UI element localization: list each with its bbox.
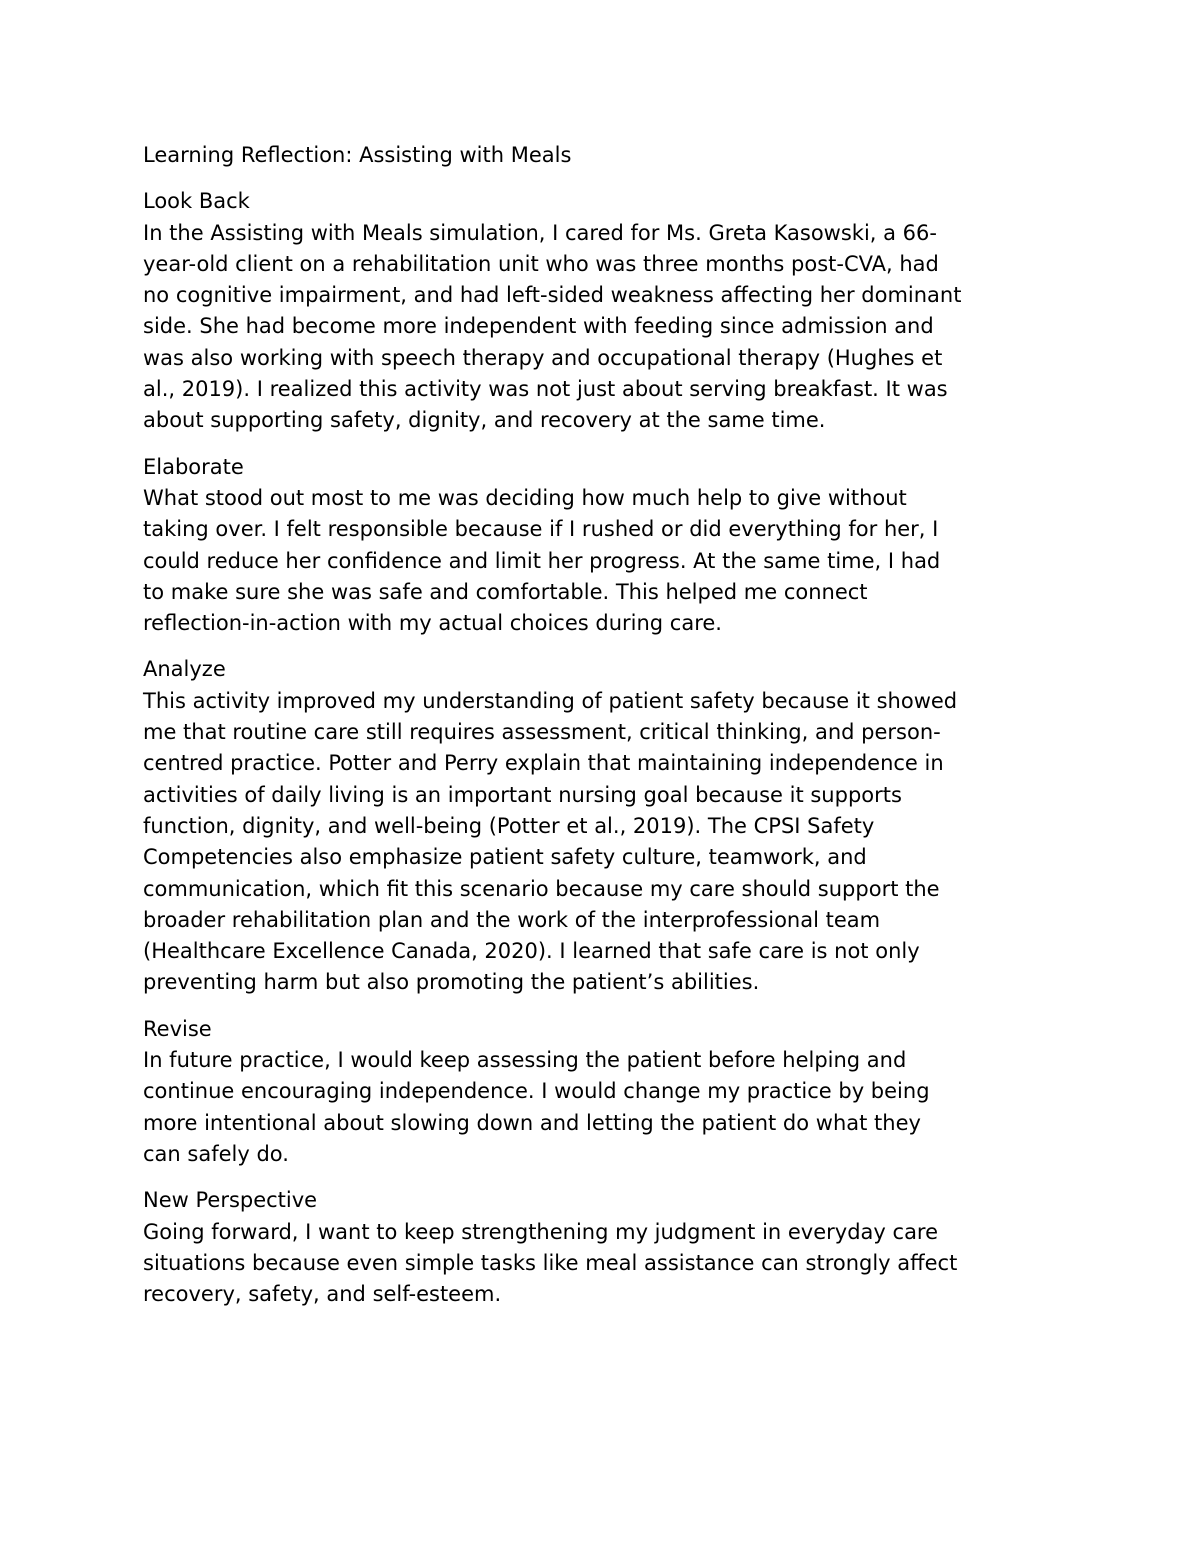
text-line: reflection-in-action with my actual choices during care. xyxy=(143,611,722,636)
text-line: me that routine care still requires assessment, critical thinking, and person- xyxy=(143,720,941,745)
text-line: could reduce her confidence and limit her progress. At the same time, I had xyxy=(143,548,941,573)
section-elaborate xyxy=(143,452,1073,640)
text-line: side. She had become more independent with feeding since admission and xyxy=(143,314,934,339)
text-line: situations because even simple tasks like meal assistance can strongly affect xyxy=(143,1250,958,1275)
section-analyze xyxy=(143,654,1073,998)
section-paragraph xyxy=(143,1217,1073,1311)
text-line: This activity improved my understanding of patient safety because it showed xyxy=(143,688,958,713)
text-line: can safely do. xyxy=(143,1141,289,1166)
text-line: centred practice. Potter and Perry explain that maintaining independence in xyxy=(143,751,944,776)
text-line: In the Assisting with Meals simulation, I cared for Ms. Greta Kasowski, a 66- xyxy=(143,220,937,245)
text-line: What stood out most to me was deciding how much help to give without xyxy=(143,485,907,510)
section-revise xyxy=(143,1014,1073,1170)
section-heading: Revise xyxy=(143,1016,212,1041)
text-line: was also working with speech therapy and occupational therapy (Hughes et xyxy=(143,345,943,370)
text-line: In future practice, I would keep assessing the patient before helping and xyxy=(143,1048,907,1073)
section-heading: New Perspective xyxy=(143,1188,318,1213)
section-heading: Look Back xyxy=(143,189,250,214)
text-line: to make sure she was safe and comfortable. This helped me connect xyxy=(143,579,868,604)
text-line: preventing harm but also promoting the patient’s abilities. xyxy=(143,970,760,995)
section-paragraph xyxy=(143,218,1073,437)
text-line: year-old client on a rehabilitation unit who was three months post-CVA, had xyxy=(143,251,939,276)
text-line: continue encouraging independence. I would change my practice by being xyxy=(143,1079,930,1104)
section-paragraph xyxy=(143,686,1073,999)
section-paragraph xyxy=(143,1045,1073,1170)
text-line: (Healthcare Excellence Canada, 2020). I learned that safe care is not only xyxy=(143,939,920,964)
document-page xyxy=(143,140,1073,1325)
document-title: Learning Reflection: Assisting with Meals xyxy=(143,143,572,167)
text-line: about supporting safety, dignity, and recovery at the same time. xyxy=(143,408,826,433)
section-heading: Elaborate xyxy=(143,454,244,479)
text-line: recovery, safety, and self-esteem. xyxy=(143,1282,502,1307)
text-line: Competencies also emphasize patient safety culture, teamwork, and xyxy=(143,845,867,870)
text-line: Going forward, I want to keep strengthening my judgment in everyday care xyxy=(143,1219,939,1244)
text-line: broader rehabilitation plan and the work of the interprofessional team xyxy=(143,907,881,932)
text-line: activities of daily living is an important nursing goal because it supports xyxy=(143,782,902,807)
text-line: function, dignity, and well-being (Potter et al., 2019). The CPSI Safety xyxy=(143,813,875,838)
text-line: more intentional about slowing down and letting the patient do what they xyxy=(143,1110,921,1135)
text-line: al., 2019). I realized this activity was not just about serving breakfast. It was xyxy=(143,377,948,402)
section-look-back xyxy=(143,186,1073,436)
text-line: taking over. I felt responsible because if I rushed or did everything for her, I xyxy=(143,517,939,542)
text-line: communication, which fit this scenario because my care should support the xyxy=(143,876,940,901)
section-paragraph xyxy=(143,483,1073,639)
section-heading: Analyze xyxy=(143,657,226,682)
text-line: no cognitive impairment, and had left-sided weakness affecting her dominant xyxy=(143,283,962,308)
section-new-perspective xyxy=(143,1185,1073,1310)
